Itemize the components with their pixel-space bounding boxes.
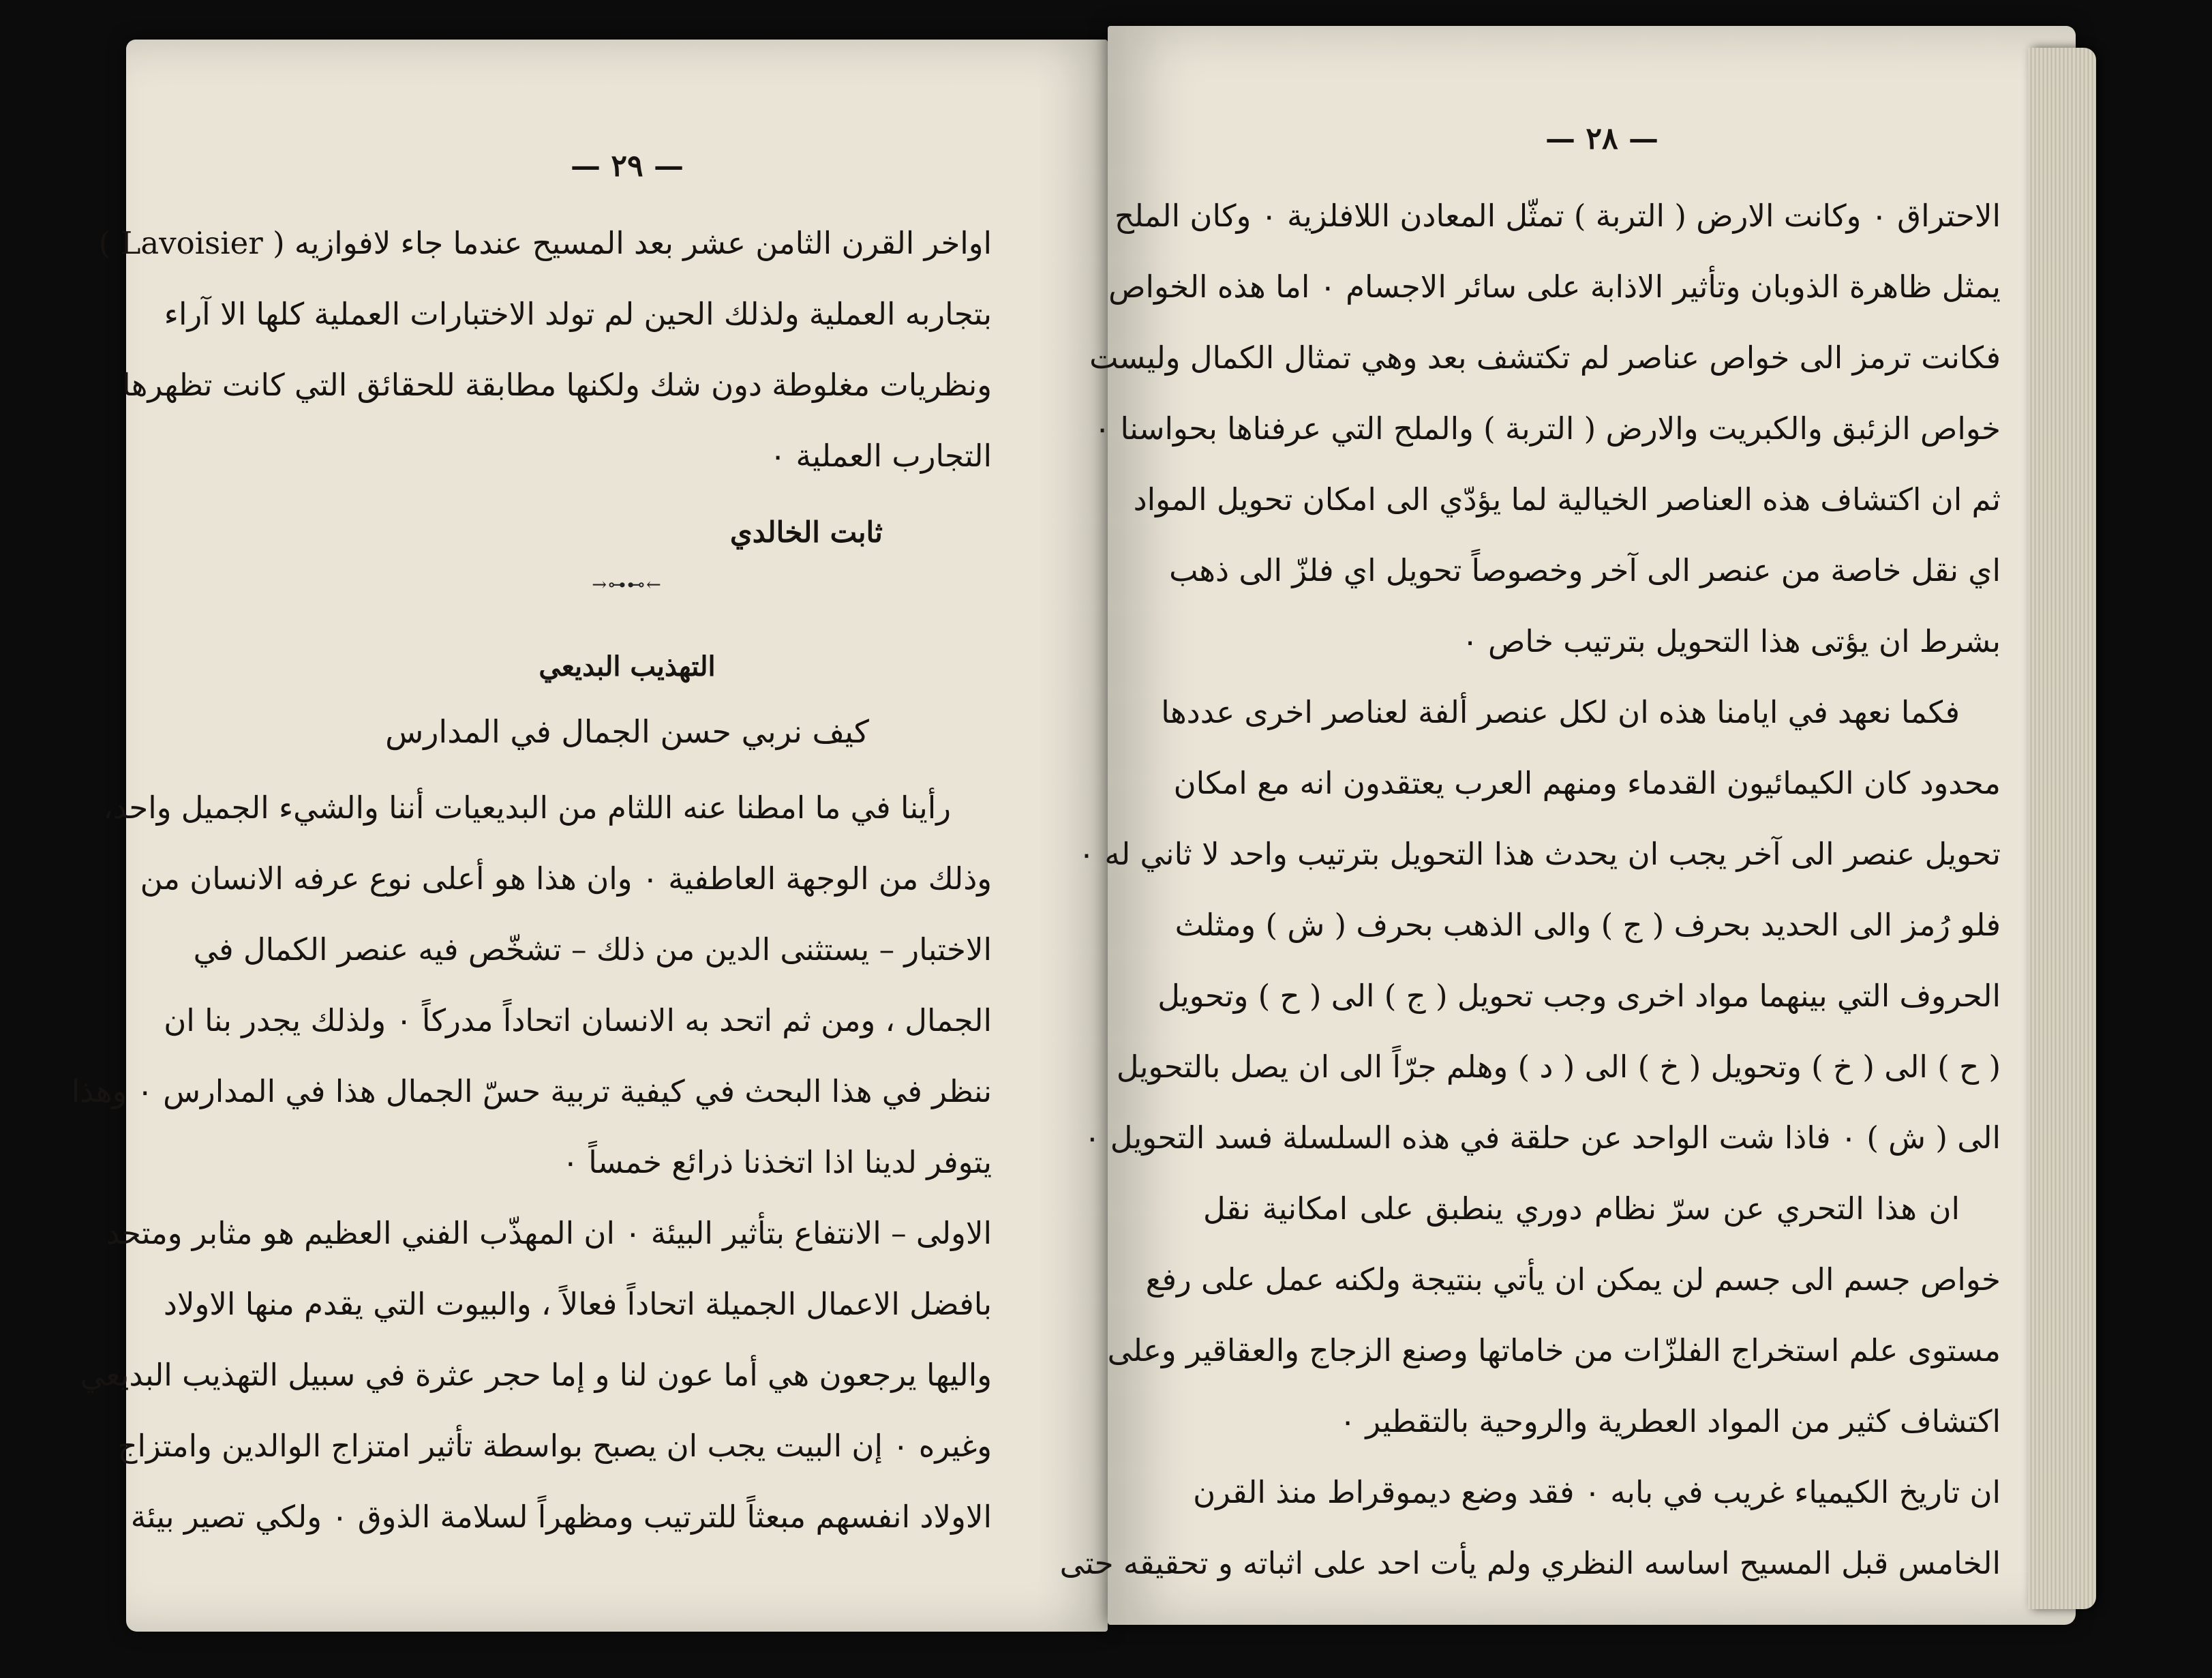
text-line: الخامس قبل المسيح اساسه النظري ولم يأت احد على اثباته و تحقيقه حتى bbox=[1059, 1545, 2001, 1581]
page-edges bbox=[2028, 48, 2096, 1609]
left-page bbox=[71, 40, 1108, 1632]
text-line: الاختبار – يستثنى الدين من ذلك – تشخّص فيه عنصر الكمال في bbox=[193, 931, 992, 968]
text-line: يمثل ظاهرة الذوبان وتأثير الاذابة على سائر الاجسام ٠ اما هذه الخواص bbox=[1108, 269, 2001, 305]
text-line: التجارب العملية ٠ bbox=[770, 438, 992, 474]
text-line: ونظريات مغلوطة دون شك ولكنها مطابقة للحقائق التي كانت تظهرها bbox=[122, 367, 992, 403]
text-line: محدود كان الكيمائيون القدماء ومنهم العرب يعتقدون انه مع امكان bbox=[1173, 765, 2001, 801]
text-line: ثم ان اكتشاف هذه العناصر الخيالية لما يؤدّي الى امكان تحويل المواد bbox=[1133, 481, 2001, 518]
text-line: الحروف التي بينهما مواد اخرى وجب تحويل ( ج ) الى ( ح ) وتحويل bbox=[1157, 978, 2001, 1014]
text-line: اواخر القرن الثامن عشر بعد المسيح عندما جاء لافوازيه ( Lavoisier ) bbox=[98, 225, 992, 261]
text-line: فلو رُمز الى الحديد بحرف ( ج ) والى الذهب بحرف ( ش ) ومثلث bbox=[1175, 907, 2001, 943]
text-line: خواص الزئبق والكبريت والارض ( التربة ) والملح التي عرفناها بحواسنا ٠ bbox=[1094, 410, 2001, 447]
text-line: الى ( ش ) ٠ فاذا شت الواحد عن حلقة في هذه السلسلة فسد التحويل ٠ bbox=[1084, 1120, 2001, 1156]
page-number: — ٢٩ — bbox=[571, 149, 684, 183]
text-line: اي نقل خاصة من عنصر الى آخر وخصوصاً تحويل اي فلزّ الى ذهب bbox=[1169, 552, 2001, 588]
text-line: ننظر في هذا البحث في كيفية تربية حسّ الجمال هذا في المدارس ٠ وهذا bbox=[71, 1073, 992, 1109]
text-line: ( ح ) الى ( خ ) وتحويل ( خ ) الى ( د ) وهلم جرّاً الى ان يصل بالتحويل bbox=[1116, 1049, 2001, 1085]
text-line: بافضل الاعمال الجميلة اتحاداً فعالاً ، والبيوت التي يقدم منها الاولاد bbox=[163, 1286, 992, 1322]
text-line: ان هذا التحري عن سرّ نظام دوري ينطبق على امكانية نقل bbox=[1203, 1190, 1960, 1227]
right-page bbox=[1059, 26, 2076, 1625]
text-line: يتوفر لدينا اذا اتخذنا ذرائع خمساً ٠ bbox=[562, 1144, 992, 1180]
section-subtitle: كيف نربي حسن الجمال في المدارس bbox=[385, 713, 869, 750]
page-number: — ٢٨ — bbox=[1545, 121, 1658, 156]
paragraph-body bbox=[71, 773, 992, 1553]
text-line: الاولى – الانتفاع بتأثير البيئة ٠ ان المهذّب الفني العظيم هو مثابر ومتحد bbox=[106, 1215, 992, 1251]
text-line: بشرط ان يؤتى هذا التحويل بترتيب خاص ٠ bbox=[1461, 623, 2001, 659]
text-line: وذلك من الوجهة العاطفية ٠ وان هذا هو أعلى نوع عرفه الانسان من bbox=[140, 860, 992, 897]
paragraph-body bbox=[1059, 181, 2001, 1599]
text-line: وغيره ٠ إن البيت يجب ان يصبح بواسطة تأثير امتزاج الوالدين وامتزاج bbox=[117, 1428, 992, 1464]
text-line: خواص جسم الى جسم لن يمكن ان يأتي بنتيجة ولكنه عمل على رفع bbox=[1145, 1261, 2001, 1298]
text-line: فكانت ترمز الى خواص عناصر لم تكتشف بعد وهي تمثال الكمال وليست bbox=[1089, 340, 2001, 376]
text-line: مستوى علم استخراج الفلزّات من خاماتها وصنع الزجاج والعقاقير وعلى bbox=[1107, 1332, 2001, 1368]
section-divider-ornament: →⊶⊷← bbox=[592, 575, 663, 595]
author-signature: ثابت الخالدي bbox=[729, 515, 883, 549]
text-line: رأينا في ما امطنا عنه اللثام من البديعيات أننا والشيء الجميل واحد، bbox=[103, 790, 951, 826]
text-line: الاولاد انفسهم مبعثاً للترتيب ومظهراً لسلامة الذوق ٠ ولكي تصير بيئة bbox=[130, 1499, 992, 1535]
section-title: التهذيب البديعي bbox=[539, 650, 716, 683]
text-line: واليها يرجعون هي أما عون لنا و إما حجر عثرة في سبيل التهذيب البديعي bbox=[80, 1357, 992, 1393]
text-line: ان تاريخ الكيمياء غريب في بابه ٠ فقد وضع ديموقراط منذ القرن bbox=[1193, 1474, 2001, 1510]
text-line: اكتشاف كثير من المواد العطرية والروحية بالتقطير ٠ bbox=[1339, 1403, 2001, 1439]
text-line: بتجاربه العملية ولذلك الحين لم تولد الاختبارات العملية كلها الا آراء bbox=[164, 296, 992, 332]
paragraph-top bbox=[98, 208, 992, 492]
text-line: فكما نعهد في ايامنا هذه ان لكل عنصر ألفة لعناصر اخرى عددها bbox=[1161, 694, 1960, 730]
text-line: الجمال ، ومن ثم اتحد به الانسان اتحاداً مدركاً ٠ ولذلك يجدر بنا ان bbox=[164, 1002, 992, 1038]
text-line: تحويل عنصر الى آخر يجب ان يحدث هذا التحويل بترتيب واحد لا ثاني له ٠ bbox=[1078, 836, 2001, 872]
text-line: الاحتراق ٠ وكانت الارض ( التربة ) تمثّل المعادن اللافلزية ٠ وكان الملح bbox=[1114, 198, 2001, 234]
